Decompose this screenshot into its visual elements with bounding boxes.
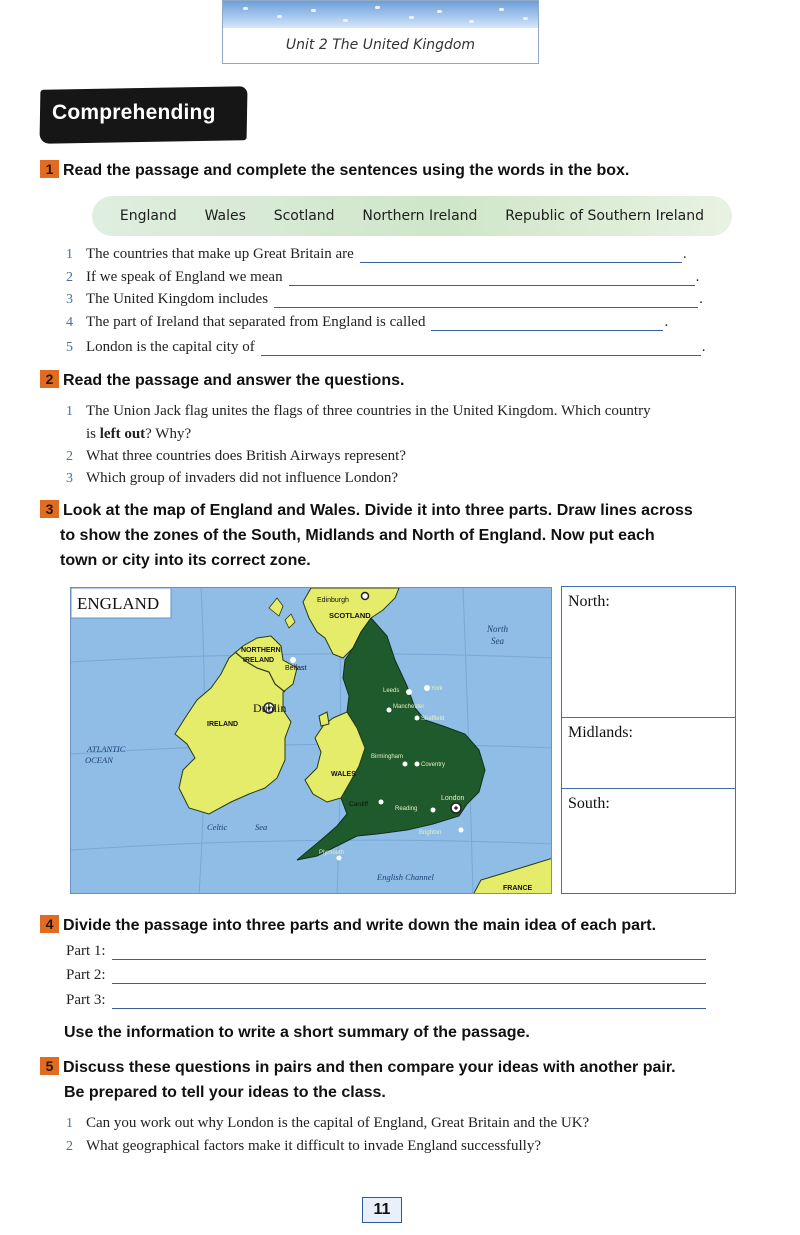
exercise-number-badge: 3 (40, 500, 59, 518)
map-label-dublin: Dublin (253, 701, 287, 715)
answer-blank[interactable] (112, 995, 706, 1009)
page-number: 11 (362, 1197, 402, 1223)
city-marker-coventry (415, 762, 420, 767)
map-label-sheffield: Sheffield (421, 716, 445, 722)
map-england (70, 587, 552, 894)
question-item (66, 445, 406, 468)
unit-header (222, 0, 539, 64)
map-label-belfast: Belfast (285, 665, 307, 672)
exercise-4-heading (40, 914, 656, 938)
map-label-leeds: Leeds (383, 688, 400, 694)
map-label-birmingham: Birmingham (371, 754, 404, 760)
map-label-northern-2: IRELAND (243, 657, 275, 664)
city-marker-leeds (406, 689, 412, 695)
sentence-text: The countries that make up Great Britain are (86, 246, 354, 262)
word-item: Republic of Southern Ireland (505, 208, 705, 224)
exercise-2-heading (40, 369, 404, 393)
map-label-north-sea-1: North (487, 624, 509, 634)
question-text: What three countries does British Airways represent? (86, 448, 406, 464)
map-label-london: London (441, 795, 465, 802)
sentence-text: London is the capital city of (86, 339, 255, 355)
item-number: 2 (66, 449, 73, 464)
map-label-manchester: Manchester (393, 704, 425, 710)
city-marker-reading (431, 808, 436, 813)
map-label-celtic-1: Celtic (207, 822, 228, 832)
unit-title: Unit 2 The United Kingdom (285, 37, 476, 53)
sentence-text: If we speak of England we mean (86, 269, 283, 285)
city-marker-cardiff (379, 800, 384, 805)
question-text-end: ? Why? (145, 426, 192, 442)
answer-blank[interactable] (289, 272, 695, 286)
word-item: Wales (204, 208, 246, 224)
part-line (66, 943, 706, 960)
fill-sentence: 1 The countries that make up Great Britain are . (66, 246, 687, 262)
map-label-english-channel: English Channel (377, 872, 434, 882)
answer-blank[interactable] (261, 342, 701, 356)
map-label-wales: WALES (331, 771, 356, 778)
part-label: Part 3: (66, 992, 106, 1008)
city-marker-manchester (387, 708, 392, 713)
question-text: The Union Jack flag unites the flags of three countries in the United Kingdom. Which country (86, 403, 651, 419)
zone-box-north[interactable] (561, 586, 736, 718)
section-title: Comprehending (52, 101, 216, 124)
map-label-cardiff: Cardiff (349, 801, 369, 808)
fill-sentence: 2 If we speak of England we mean . (66, 269, 700, 285)
question-item (66, 467, 398, 490)
word-item: England (119, 208, 177, 224)
answer-blank[interactable] (112, 970, 706, 984)
city-marker-edinburgh (362, 593, 369, 600)
city-marker-belfast (290, 657, 296, 663)
exercise-5-instruction: Discuss these questions in pairs and then compare your ideas with another pair. (63, 1059, 676, 1076)
exercise-1-instruction: Read the passage and complete the sentences using the words in the box. (63, 162, 630, 179)
summary-instruction: Use the information to write a short summary of the passage. (64, 1024, 530, 1041)
city-marker-brighton (459, 828, 464, 833)
question-bold-phrase: left out (99, 426, 146, 442)
map-label-edinburgh: Edinburgh (317, 597, 349, 604)
item-number: 4 (66, 315, 73, 330)
word-item: Northern Ireland (362, 208, 478, 224)
word-item: Scotland (273, 208, 335, 224)
city-marker-plymouth (337, 856, 342, 861)
map-label-north-sea-2: Sea (491, 636, 504, 646)
question-text: What geographical factors make it difficult to invade England successfully? (86, 1138, 541, 1154)
fill-sentence: 5 London is the capital city of . (66, 339, 706, 355)
item-number: 1 (66, 247, 73, 262)
exercise-3-heading (40, 498, 693, 573)
exercise-number-badge: 1 (40, 160, 59, 178)
question-text-cont: is (86, 426, 97, 442)
item-number: 3 (66, 471, 73, 486)
map-title: ENGLAND (77, 594, 160, 613)
city-marker-birmingham (403, 762, 408, 767)
exercise-5-heading (40, 1055, 676, 1105)
city-marker-york (424, 685, 430, 691)
part-label: Part 1: (66, 943, 106, 959)
zone-box-midlands[interactable] (561, 717, 736, 789)
zone-label: South: (568, 795, 610, 812)
answer-blank[interactable] (112, 946, 706, 960)
zone-label: North: (568, 593, 610, 610)
map-label-york: York (431, 686, 443, 692)
item-number: 3 (66, 292, 73, 307)
answer-blank[interactable] (274, 294, 698, 308)
map-label-reading: Reading (395, 806, 418, 812)
fill-sentence: 4 The part of Ireland that separated from England is called . (66, 314, 669, 330)
item-number: 2 (66, 270, 73, 285)
header-sky-image (223, 1, 538, 28)
exercise-number-badge: 5 (40, 1057, 59, 1075)
question-text: Can you work out why London is the capital of England, Great Britain and the UK? (86, 1115, 590, 1131)
answer-blank[interactable] (431, 317, 663, 331)
part-line (66, 967, 706, 984)
sentence-text: The part of Ireland that separated from England is called (86, 314, 426, 330)
map-label-brighton: Brighton (419, 830, 442, 836)
map-label-celtic-2: Sea (255, 822, 268, 832)
part-label: Part 2: (66, 967, 106, 983)
map-label-ireland: IRELAND (207, 721, 239, 728)
map-label-atlantic-2: OCEAN (85, 755, 113, 765)
zone-box-south[interactable] (561, 788, 736, 894)
zone-label: Midlands: (568, 724, 633, 741)
map-label-atlantic-1: ATLANTIC (87, 744, 126, 754)
word-box (92, 196, 732, 236)
question-item (66, 1135, 541, 1158)
exercise-2-instruction: Read the passage and answer the questions. (63, 372, 405, 389)
map-label-scotland: SCOTLAND (329, 611, 371, 620)
city-marker-sheffield (415, 716, 420, 721)
exercise-3-instruction-cont: town or city into its correct zone. (60, 552, 311, 569)
map-label-northern-1: NORTHERN (241, 647, 281, 654)
exercise-number-badge: 4 (40, 915, 59, 933)
item-number: 1 (66, 404, 73, 419)
exercise-5-instruction-cont: Be prepared to tell your ideas to the class. (64, 1084, 386, 1101)
item-number: 2 (66, 1139, 73, 1154)
question-item (66, 400, 766, 445)
question-item (66, 1112, 589, 1135)
question-text: Which group of invaders did not influence London? (86, 470, 398, 486)
exercise-4-instruction: Divide the passage into three parts and write down the main idea of each part. (63, 917, 657, 934)
map-label-france: FRANCE (503, 885, 533, 892)
exercise-1-heading (40, 159, 629, 183)
fill-sentence: 3 The United Kingdom includes . (66, 291, 703, 307)
item-number: 1 (66, 1116, 73, 1131)
sentence-text: The United Kingdom includes (86, 291, 269, 307)
map-label-coventry: Coventry (421, 762, 446, 768)
exercise-number-badge: 2 (40, 370, 59, 388)
exercise-3-instruction: Look at the map of England and Wales. Divide it into three parts. Draw lines across (63, 502, 693, 519)
answer-blank[interactable] (360, 249, 682, 263)
map-label-plymouth: Plymouth (319, 850, 345, 856)
item-number: 5 (66, 340, 73, 355)
exercise-3-instruction-cont: to show the zones of the South, Midlands and North of England. Now put each (60, 527, 655, 544)
part-line (66, 992, 706, 1009)
